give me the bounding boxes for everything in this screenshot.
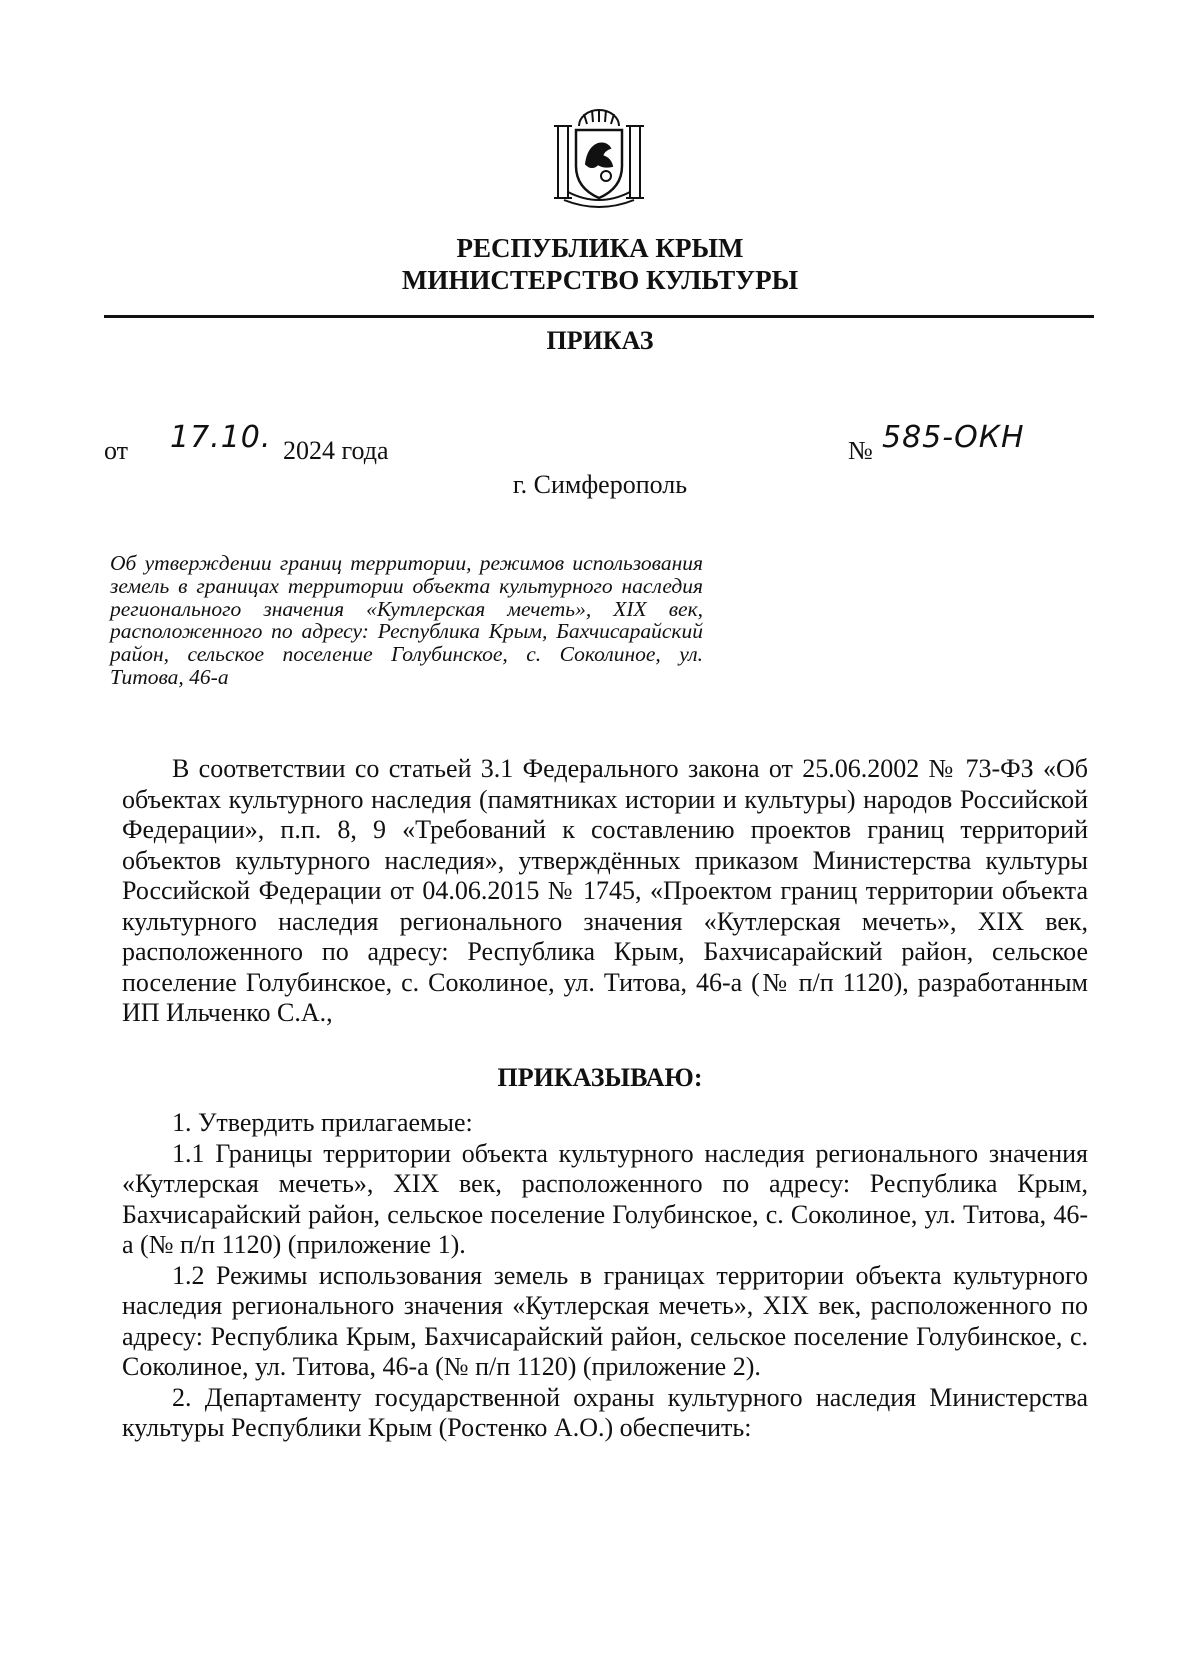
item-1-2: 1.2 Режимы использования земель в границах территории объекта культурного наследия регионального значения «Кутлерская мечеть», XIX век, расположенного по адресу: Республика Крым, Бахчисарайский район, сельское поселение Голубинское, с. Соколиное, ул. Титова, 46-а (№ п/п 1120) (приложение 2). — [122, 1260, 1088, 1381]
item-2: 2. Департаменту государственной охраны культурного наследия Министерства культуры Республики Крым (Ростенко А.О.) обеспечить: — [122, 1382, 1088, 1442]
crimea-coat-of-arms-icon — [546, 104, 652, 212]
date-year: 2024 года — [283, 436, 389, 465]
order-number-handwritten: 585-ОКН — [882, 420, 1025, 455]
order-subject: Об утверждении границ территории, режимов использования земель в границах территории объекта культурного наследия регионального значения «Кутлерская мечеть», XIX век, расположенного по адресу: Республика Крым, Бахчисарайский район, сельское поселение Голубинское, с. Соколиное, ул. Титова, 46-а — [110, 551, 703, 689]
date-from-label: от — [104, 436, 129, 465]
item-1: 1. Утвердить прилагаемые: — [172, 1108, 473, 1137]
ministry-title: МИНИСТЕРСТВО КУЛЬТУРЫ — [401, 265, 799, 295]
city: г. Симферополь — [512, 470, 688, 499]
item-1-1: 1.1 Границы территории объекта культурного наследия регионального значения «Кутлерская мечеть», XIX век, расположенного по адресу: Республика Крым, Бахчисарайский район, сельское поселение Голубинское, с. Соколиное, ул. Титова, 46-а (№ п/п 1120) (приложение 1). — [122, 1138, 1088, 1259]
republic-title: РЕСПУБЛИКА КРЫМ — [456, 233, 744, 263]
header-divider — [104, 315, 1094, 318]
date-handwritten: 17.10. — [170, 420, 272, 455]
document-type: ПРИКАЗ — [546, 326, 654, 355]
order-heading: ПРИКАЗЫВАЮ: — [497, 1063, 703, 1092]
preamble-paragraph: В соответствии со статьей 3.1 Федерального закона от 25.06.2002 № 73-ФЗ «Об объектах культурного наследия (памятниках истории и культуры) народов Российской Федерации», п.п. 8, 9 «Требований к составлению проектов границ территорий объектов культурного наследия», утверждённых приказом Министерства культуры Российской Федерации от 04.06.2015 № 1745, «Проектом границ территории объекта культурного наследия регионального значения «Кутлерская мечеть», XIX век, расположенного по адресу: Республика Крым, Бахчисарайский район, сельское поселение Голубинское, с. Соколиное, ул. Титова, 46-а (№ п/п 1120), разработанным ИП Ильченко С.А., — [122, 754, 1088, 1027]
order-number-label: № — [848, 436, 873, 465]
